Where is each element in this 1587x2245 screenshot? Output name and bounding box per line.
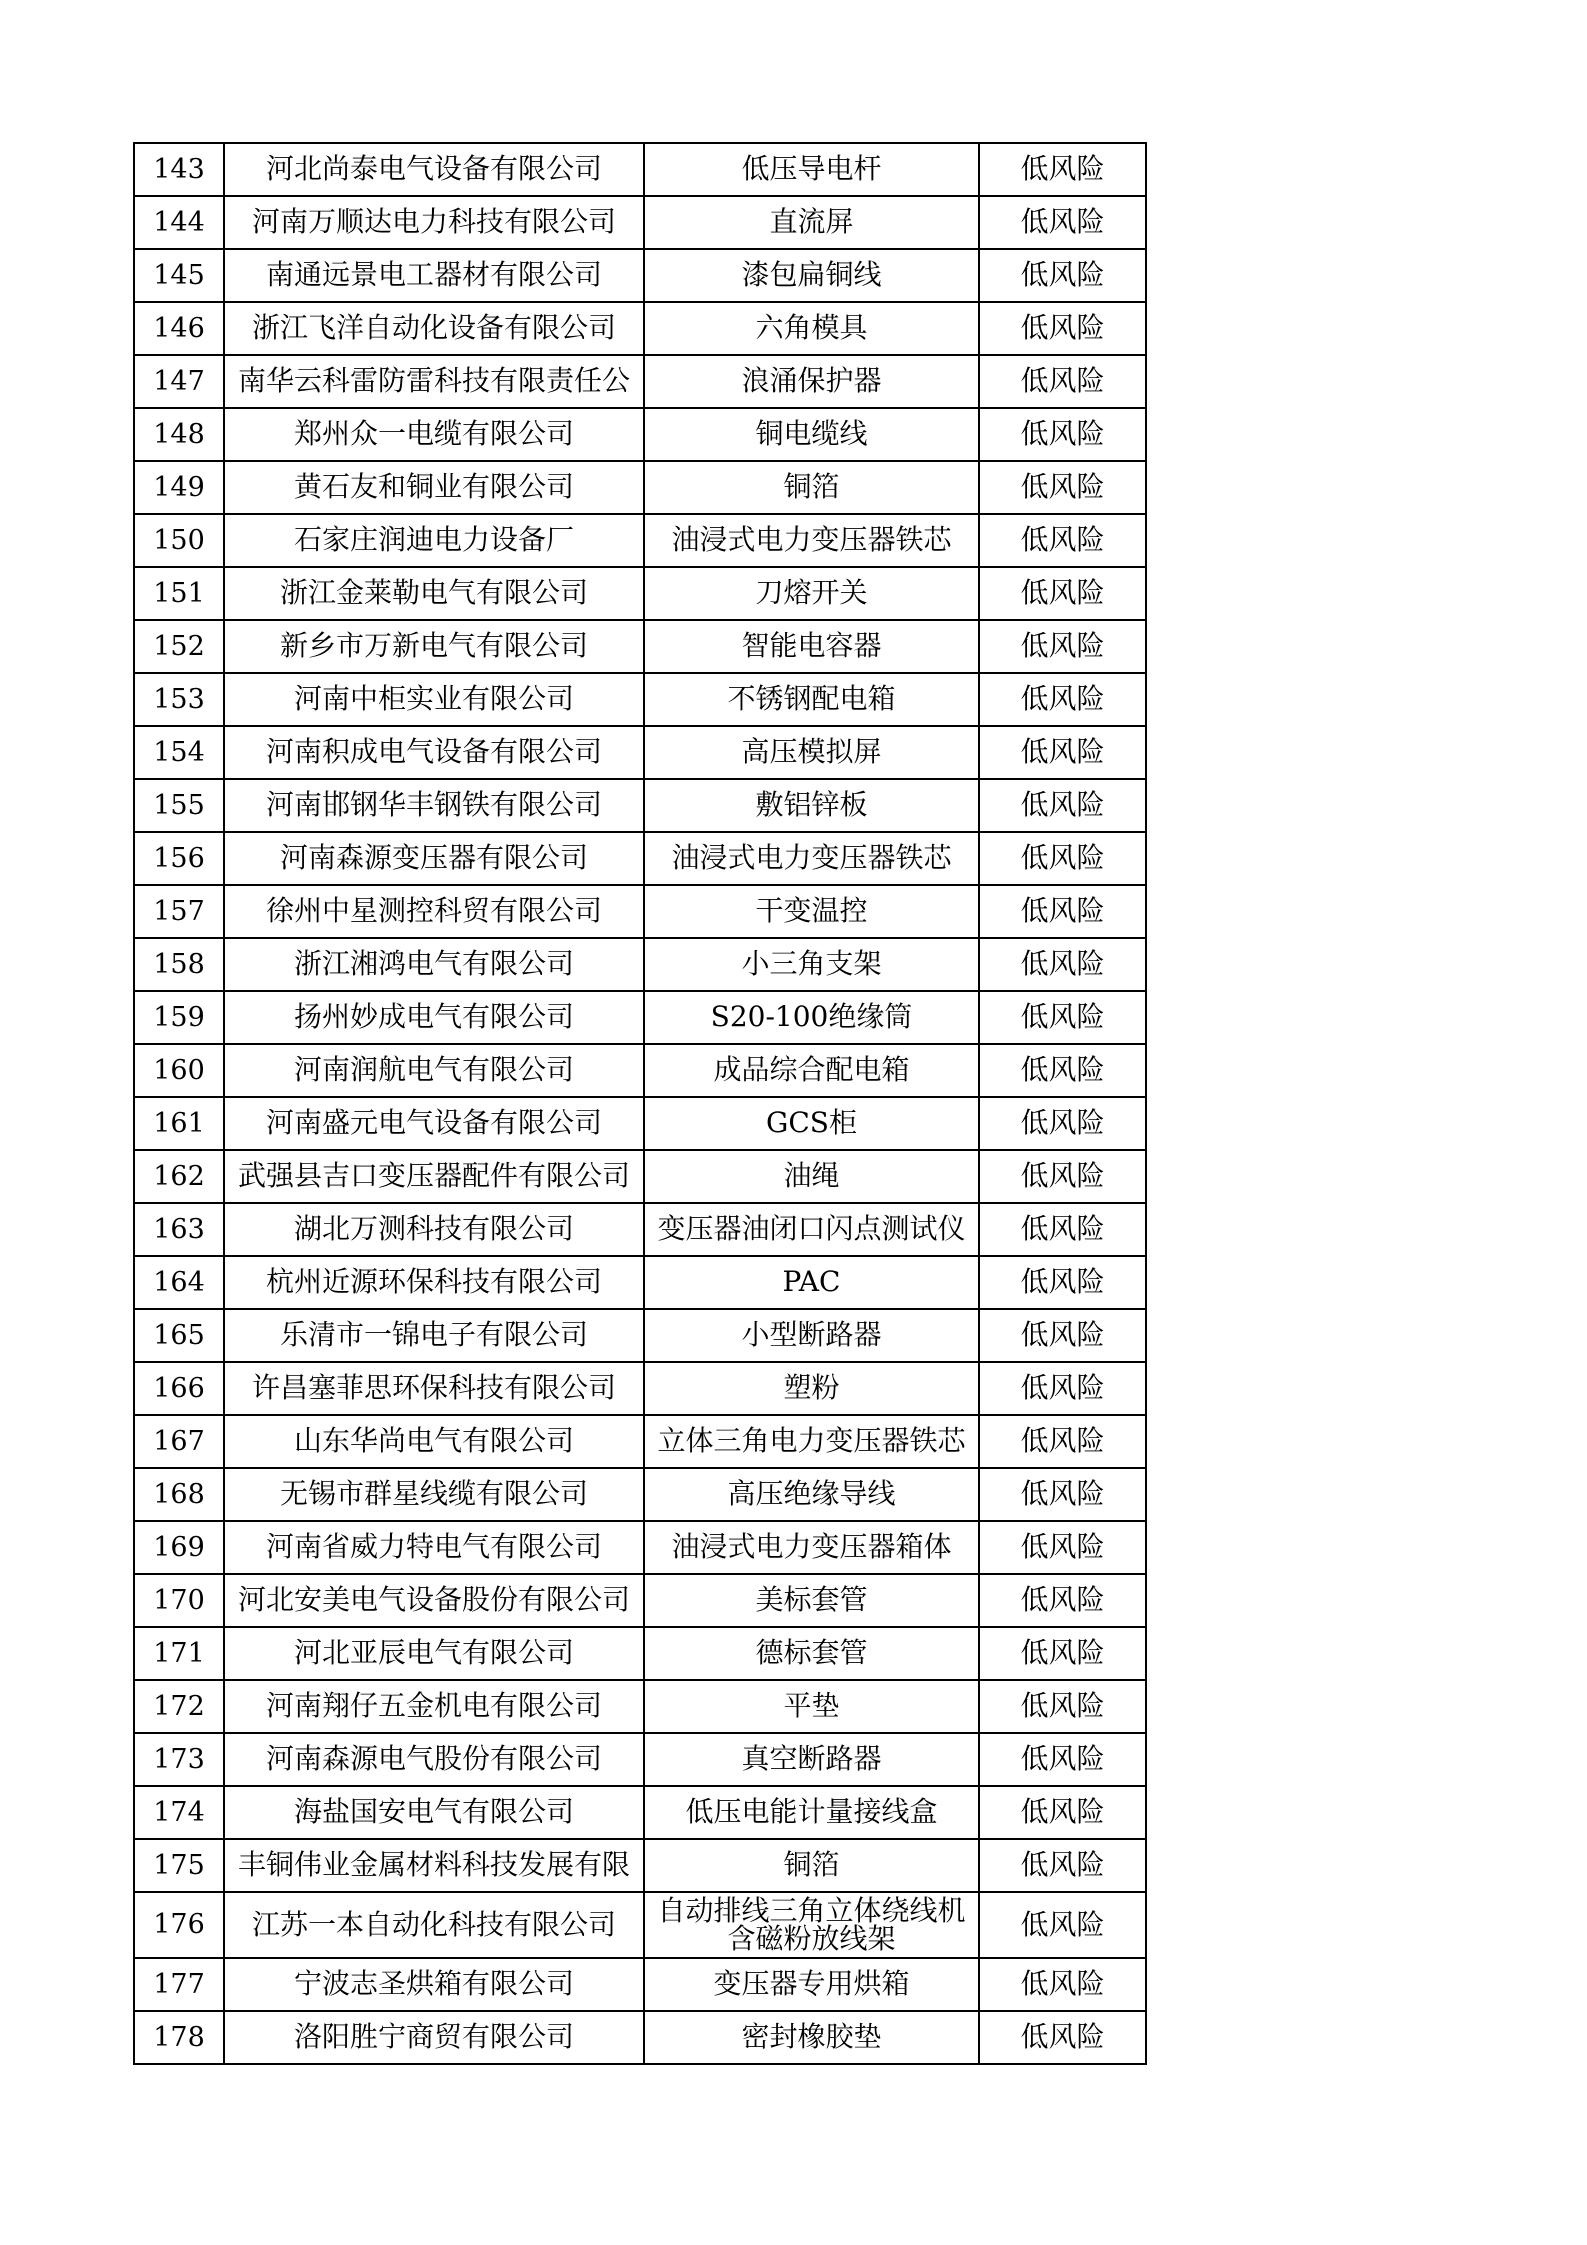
risk-level-cell: 低风险 bbox=[979, 1309, 1146, 1362]
row-number-cell: 152 bbox=[134, 620, 224, 673]
product-name-cell: 小型断路器 bbox=[644, 1309, 979, 1362]
company-name-cell: 宁波志圣烘箱有限公司 bbox=[224, 1958, 644, 2011]
product-name-cell: 平垫 bbox=[644, 1680, 979, 1733]
row-number-cell: 165 bbox=[134, 1309, 224, 1362]
row-number-cell: 174 bbox=[134, 1786, 224, 1839]
table-row bbox=[134, 1203, 1146, 1256]
row-number-cell: 175 bbox=[134, 1839, 224, 1892]
product-name-cell: 小三角支架 bbox=[644, 938, 979, 991]
table-row bbox=[134, 143, 1146, 196]
row-number-cell: 160 bbox=[134, 1044, 224, 1097]
company-name-cell: 徐州中星测控科贸有限公司 bbox=[224, 885, 644, 938]
row-number-cell: 159 bbox=[134, 991, 224, 1044]
table-row bbox=[134, 832, 1146, 885]
row-number-cell: 147 bbox=[134, 355, 224, 408]
table-row bbox=[134, 1733, 1146, 1786]
product-name-cell: 塑粉 bbox=[644, 1362, 979, 1415]
table-row bbox=[134, 196, 1146, 249]
company-name-cell: 河南积成电气设备有限公司 bbox=[224, 726, 644, 779]
row-number-cell: 169 bbox=[134, 1521, 224, 1574]
table-row bbox=[134, 1627, 1146, 1680]
table-row bbox=[134, 1256, 1146, 1309]
company-name-cell: 河南森源电气股份有限公司 bbox=[224, 1733, 644, 1786]
row-number-cell: 157 bbox=[134, 885, 224, 938]
risk-level-cell: 低风险 bbox=[979, 249, 1146, 302]
row-number-cell: 143 bbox=[134, 143, 224, 196]
product-name-cell: 油浸式电力变压器铁芯 bbox=[644, 514, 979, 567]
table-row bbox=[134, 1958, 1146, 2011]
company-name-cell: 湖北万测科技有限公司 bbox=[224, 1203, 644, 1256]
risk-level-cell: 低风险 bbox=[979, 1044, 1146, 1097]
product-name-cell: S20-100绝缘筒 bbox=[644, 991, 979, 1044]
risk-level-cell: 低风险 bbox=[979, 726, 1146, 779]
product-name-cell: 浪涌保护器 bbox=[644, 355, 979, 408]
product-name-cell: 成品综合配电箱 bbox=[644, 1044, 979, 1097]
row-number-cell: 168 bbox=[134, 1468, 224, 1521]
company-name-cell: 河南森源变压器有限公司 bbox=[224, 832, 644, 885]
product-name-cell: 密封橡胶垫 bbox=[644, 2011, 979, 2064]
row-number-cell: 154 bbox=[134, 726, 224, 779]
risk-level-cell: 低风险 bbox=[979, 461, 1146, 514]
risk-level-cell: 低风险 bbox=[979, 1150, 1146, 1203]
table-row bbox=[134, 1415, 1146, 1468]
product-name-cell: 低压导电杆 bbox=[644, 143, 979, 196]
company-name-cell: 江苏一本自动化科技有限公司 bbox=[224, 1892, 644, 1958]
product-name-cell: 漆包扁铜线 bbox=[644, 249, 979, 302]
row-number-cell: 172 bbox=[134, 1680, 224, 1733]
product-name-cell: 直流屏 bbox=[644, 196, 979, 249]
product-name-cell: 不锈钢配电箱 bbox=[644, 673, 979, 726]
row-number-cell: 164 bbox=[134, 1256, 224, 1309]
company-name-cell: 武强县吉口变压器配件有限公司 bbox=[224, 1150, 644, 1203]
risk-level-cell: 低风险 bbox=[979, 1627, 1146, 1680]
row-number-cell: 163 bbox=[134, 1203, 224, 1256]
company-name-cell: 河北安美电气设备股份有限公司 bbox=[224, 1574, 644, 1627]
table-row bbox=[134, 1521, 1146, 1574]
company-name-cell: 黄石友和铜业有限公司 bbox=[224, 461, 644, 514]
risk-level-cell: 低风险 bbox=[979, 1468, 1146, 1521]
company-name-cell: 浙江湘鸿电气有限公司 bbox=[224, 938, 644, 991]
row-number-cell: 177 bbox=[134, 1958, 224, 2011]
product-name-cell: 立体三角电力变压器铁芯 bbox=[644, 1415, 979, 1468]
table-row bbox=[134, 1574, 1146, 1627]
table-row bbox=[134, 514, 1146, 567]
company-name-cell: 河南盛元电气设备有限公司 bbox=[224, 1097, 644, 1150]
company-name-cell: 乐清市一锦电子有限公司 bbox=[224, 1309, 644, 1362]
risk-level-cell: 低风险 bbox=[979, 673, 1146, 726]
risk-level-cell: 低风险 bbox=[979, 1733, 1146, 1786]
risk-level-cell: 低风险 bbox=[979, 1839, 1146, 1892]
table-row bbox=[134, 1362, 1146, 1415]
row-number-cell: 162 bbox=[134, 1150, 224, 1203]
company-name-cell: 新乡市万新电气有限公司 bbox=[224, 620, 644, 673]
risk-level-cell: 低风险 bbox=[979, 1415, 1146, 1468]
risk-level-cell: 低风险 bbox=[979, 938, 1146, 991]
product-name-cell: 刀熔开关 bbox=[644, 567, 979, 620]
row-number-cell: 148 bbox=[134, 408, 224, 461]
product-name-cell: GCS柜 bbox=[644, 1097, 979, 1150]
risk-level-cell: 低风险 bbox=[979, 514, 1146, 567]
table-row bbox=[134, 673, 1146, 726]
company-name-cell: 河北亚辰电气有限公司 bbox=[224, 1627, 644, 1680]
row-number-cell: 153 bbox=[134, 673, 224, 726]
risk-level-cell: 低风险 bbox=[979, 1958, 1146, 2011]
product-name-cell: 真空断路器 bbox=[644, 1733, 979, 1786]
table-row bbox=[134, 1680, 1146, 1733]
table-row bbox=[134, 885, 1146, 938]
table-row bbox=[134, 1097, 1146, 1150]
risk-level-cell: 低风险 bbox=[979, 302, 1146, 355]
table-row bbox=[134, 2011, 1146, 2064]
product-name-cell: PAC bbox=[644, 1256, 979, 1309]
risk-level-cell: 低风险 bbox=[979, 355, 1146, 408]
risk-level-cell: 低风险 bbox=[979, 1680, 1146, 1733]
risk-level-cell: 低风险 bbox=[979, 832, 1146, 885]
risk-level-cell: 低风险 bbox=[979, 1203, 1146, 1256]
table-row bbox=[134, 408, 1146, 461]
row-number-cell: 150 bbox=[134, 514, 224, 567]
row-number-cell: 145 bbox=[134, 249, 224, 302]
risk-level-cell: 低风险 bbox=[979, 143, 1146, 196]
risk-level-cell: 低风险 bbox=[979, 1362, 1146, 1415]
company-name-cell: 南通远景电工器材有限公司 bbox=[224, 249, 644, 302]
company-name-cell: 河南省威力特电气有限公司 bbox=[224, 1521, 644, 1574]
company-name-cell: 丰铜伟业金属材料科技发展有限 bbox=[224, 1839, 644, 1892]
table-row bbox=[134, 938, 1146, 991]
risk-level-cell: 低风险 bbox=[979, 1786, 1146, 1839]
table-row bbox=[134, 1892, 1146, 1958]
company-name-cell: 洛阳胜宁商贸有限公司 bbox=[224, 2011, 644, 2064]
row-number-cell: 146 bbox=[134, 302, 224, 355]
risk-level-cell: 低风险 bbox=[979, 885, 1146, 938]
company-name-cell: 郑州众一电缆有限公司 bbox=[224, 408, 644, 461]
company-name-cell: 河北尚泰电气设备有限公司 bbox=[224, 143, 644, 196]
company-name-cell: 河南邯钢华丰钢铁有限公司 bbox=[224, 779, 644, 832]
table-row bbox=[134, 567, 1146, 620]
product-name-cell: 智能电容器 bbox=[644, 620, 979, 673]
risk-level-cell: 低风险 bbox=[979, 1574, 1146, 1627]
table-row bbox=[134, 355, 1146, 408]
risk-level-cell: 低风险 bbox=[979, 991, 1146, 1044]
row-number-cell: 171 bbox=[134, 1627, 224, 1680]
row-number-cell: 170 bbox=[134, 1574, 224, 1627]
company-name-cell: 海盐国安电气有限公司 bbox=[224, 1786, 644, 1839]
company-name-cell: 河南翔仔五金机电有限公司 bbox=[224, 1680, 644, 1733]
table-row bbox=[134, 779, 1146, 832]
product-name-cell: 油绳 bbox=[644, 1150, 979, 1203]
table-row bbox=[134, 1044, 1146, 1097]
table-row bbox=[134, 726, 1146, 779]
table-row bbox=[134, 1150, 1146, 1203]
company-name-cell: 河南润航电气有限公司 bbox=[224, 1044, 644, 1097]
row-number-cell: 155 bbox=[134, 779, 224, 832]
company-name-cell: 河南万顺达电力科技有限公司 bbox=[224, 196, 644, 249]
product-name-cell: 油浸式电力变压器箱体 bbox=[644, 1521, 979, 1574]
company-name-cell: 浙江金莱勒电气有限公司 bbox=[224, 567, 644, 620]
product-name-cell: 变压器专用烘箱 bbox=[644, 1958, 979, 2011]
company-name-cell: 无锡市群星线缆有限公司 bbox=[224, 1468, 644, 1521]
product-name-cell: 干变温控 bbox=[644, 885, 979, 938]
table-row bbox=[134, 1839, 1146, 1892]
row-number-cell: 149 bbox=[134, 461, 224, 514]
company-name-cell: 许昌塞菲思环保科技有限公司 bbox=[224, 1362, 644, 1415]
product-name-cell: 美标套管 bbox=[644, 1574, 979, 1627]
row-number-cell: 176 bbox=[134, 1892, 224, 1958]
row-number-cell: 158 bbox=[134, 938, 224, 991]
table-row bbox=[134, 1786, 1146, 1839]
table-row bbox=[134, 249, 1146, 302]
company-name-cell: 南华云科雷防雷科技有限责任公 bbox=[224, 355, 644, 408]
risk-level-cell: 低风险 bbox=[979, 1521, 1146, 1574]
table-row bbox=[134, 1468, 1146, 1521]
row-number-cell: 167 bbox=[134, 1415, 224, 1468]
product-name-cell: 低压电能计量接线盒 bbox=[644, 1786, 979, 1839]
company-name-cell: 河南中柜实业有限公司 bbox=[224, 673, 644, 726]
table-row bbox=[134, 991, 1146, 1044]
row-number-cell: 161 bbox=[134, 1097, 224, 1150]
product-name-cell: 铜箔 bbox=[644, 461, 979, 514]
product-name-cell: 高压绝缘导线 bbox=[644, 1468, 979, 1521]
product-name-cell: 油浸式电力变压器铁芯 bbox=[644, 832, 979, 885]
supplier-risk-table bbox=[133, 142, 1147, 2065]
risk-level-cell: 低风险 bbox=[979, 1097, 1146, 1150]
row-number-cell: 156 bbox=[134, 832, 224, 885]
product-name-cell: 自动排线三角立体绕线机含磁粉放线架 bbox=[644, 1892, 979, 1958]
table-row bbox=[134, 302, 1146, 355]
row-number-cell: 166 bbox=[134, 1362, 224, 1415]
product-name-cell: 敷铝锌板 bbox=[644, 779, 979, 832]
product-name-cell: 六角模具 bbox=[644, 302, 979, 355]
company-name-cell: 扬州妙成电气有限公司 bbox=[224, 991, 644, 1044]
product-name-cell: 铜电缆线 bbox=[644, 408, 979, 461]
table-row bbox=[134, 1309, 1146, 1362]
risk-level-cell: 低风险 bbox=[979, 779, 1146, 832]
row-number-cell: 173 bbox=[134, 1733, 224, 1786]
table-body bbox=[134, 143, 1146, 2064]
company-name-cell: 石家庄润迪电力设备厂 bbox=[224, 514, 644, 567]
risk-level-cell: 低风险 bbox=[979, 196, 1146, 249]
product-name-cell: 德标套管 bbox=[644, 1627, 979, 1680]
risk-level-cell: 低风险 bbox=[979, 1892, 1146, 1958]
risk-level-cell: 低风险 bbox=[979, 1256, 1146, 1309]
row-number-cell: 144 bbox=[134, 196, 224, 249]
row-number-cell: 151 bbox=[134, 567, 224, 620]
table-row bbox=[134, 461, 1146, 514]
row-number-cell: 178 bbox=[134, 2011, 224, 2064]
product-name-cell: 变压器油闭口闪点测试仪 bbox=[644, 1203, 979, 1256]
company-name-cell: 浙江飞洋自动化设备有限公司 bbox=[224, 302, 644, 355]
product-name-cell: 铜箔 bbox=[644, 1839, 979, 1892]
product-name-cell: 高压模拟屏 bbox=[644, 726, 979, 779]
table-row bbox=[134, 620, 1146, 673]
company-name-cell: 山东华尚电气有限公司 bbox=[224, 1415, 644, 1468]
risk-level-cell: 低风险 bbox=[979, 620, 1146, 673]
risk-level-cell: 低风险 bbox=[979, 2011, 1146, 2064]
risk-level-cell: 低风险 bbox=[979, 408, 1146, 461]
risk-level-cell: 低风险 bbox=[979, 567, 1146, 620]
company-name-cell: 杭州近源环保科技有限公司 bbox=[224, 1256, 644, 1309]
